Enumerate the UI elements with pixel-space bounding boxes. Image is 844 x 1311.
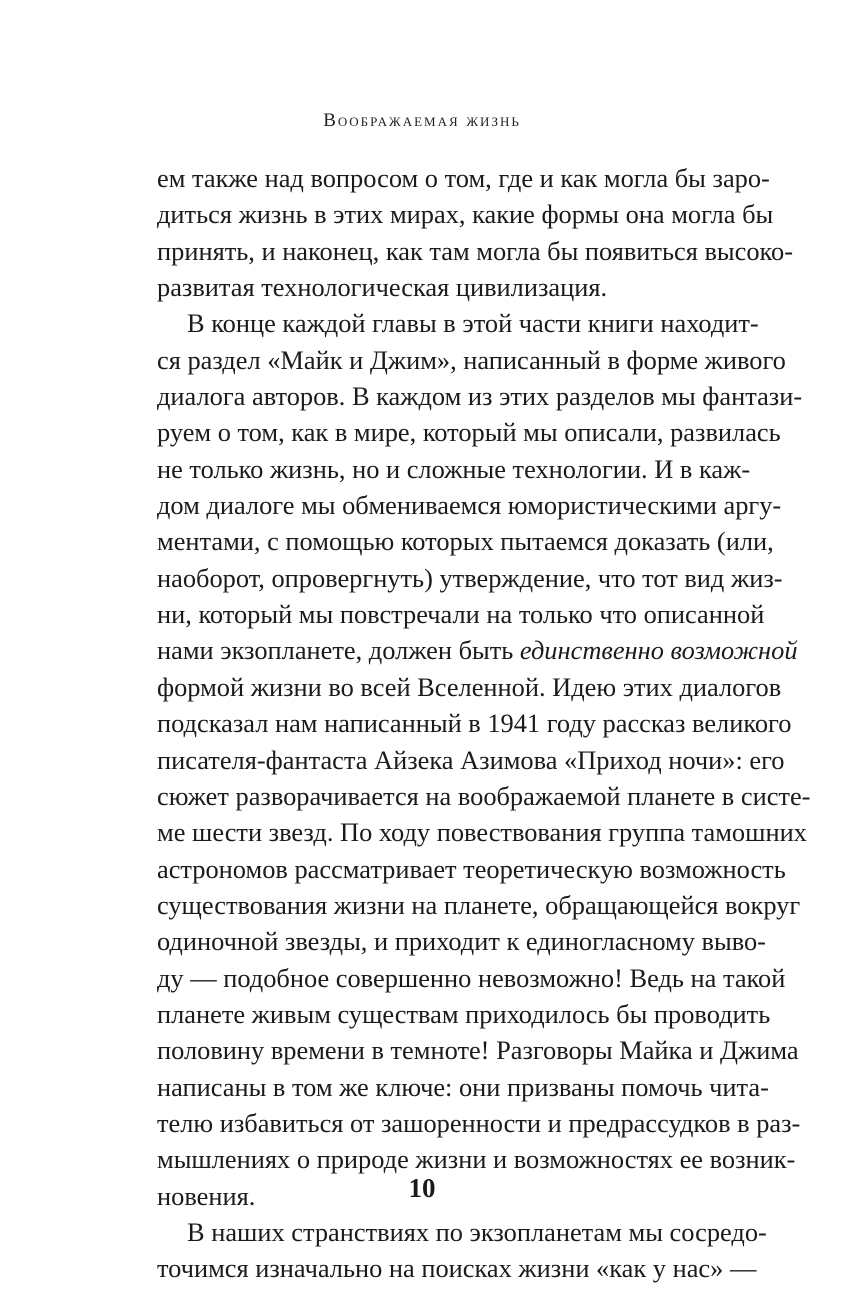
text-line: астрономов рассматривает теоретическую возможность xyxy=(157,853,786,884)
text-line-with-emphasis xyxy=(157,632,798,668)
text-line: ем также над вопросом о том, где и как могла бы заро- xyxy=(157,163,770,193)
text-line: руем о том, как в мире, который мы описали, развилась xyxy=(157,417,781,448)
text-line: половину времени в темноте! Разговоры Майка и Джима xyxy=(157,1035,799,1066)
text-line: дом диалоге мы обмениваемся юмористическими аргу- xyxy=(157,490,782,521)
text-line: В конце каждой главы в этой части книги находит- xyxy=(187,308,759,339)
text-line: ду — подобное совершенно невозможно! Ведь на такой xyxy=(157,962,786,993)
text-line: ся раздел «Майк и Джим», написанный в форме живого xyxy=(157,344,786,375)
text-line: ментами, с помощью которых пытаемся доказать (или, xyxy=(157,526,774,557)
text-segment: нами экзопланете, должен быть xyxy=(157,635,520,666)
text-line: развитая технологическая цивилизация. xyxy=(157,272,608,303)
text-line: планете живым существам приходилось бы проводить xyxy=(157,998,771,1029)
text-line: существования жизни на планете, обращающейся вокруг xyxy=(157,889,801,920)
text-line: подсказал нам написанный в 1941 году рассказ великого xyxy=(157,708,792,739)
text-line: диалога авторов. В каждом из этих разделов мы фантази- xyxy=(157,381,803,412)
text-line: принять, и наконец, как там могла бы появиться высоко- xyxy=(157,235,794,266)
text-line: мышлениях о природе жизни и возможностях ее возник- xyxy=(157,1144,796,1175)
text-line: писателя-фантаста Айзека Азимова «Приход ночи»: его xyxy=(157,744,785,775)
text-line: телю избавиться от зашоренности и предрассудков в раз- xyxy=(157,1107,801,1138)
text-line: написаны в том же ключе: они призваны помочь чита- xyxy=(157,1071,769,1102)
text-line: ме шести звезд. По ходу повествования группа тамошних xyxy=(157,817,807,848)
text-line: сюжет разворачивается на воображаемой планете в систе- xyxy=(157,780,811,811)
page-number: 10 xyxy=(408,1173,436,1203)
text-line: В наших странствиях по экзопланетам мы сосредо- xyxy=(187,1216,767,1247)
text-line: не только жизнь, но и сложные технологии. И в каж- xyxy=(157,453,751,484)
text-line: одиночной звезды, и приходит к единогласному выво- xyxy=(157,926,766,957)
body-text xyxy=(157,160,811,1287)
text-line: точимся изначально на поисках жизни «как у нас» — xyxy=(157,1253,757,1284)
text-line: наоборот, опровергнуть) утверждение, что тот вид жиз- xyxy=(157,562,783,593)
text-line: новения. xyxy=(157,1180,256,1211)
text-line: ни, который мы повстречали на только что описанной xyxy=(157,599,765,630)
text-line: формой жизни во всей Вселенной. Идею этих диалогов xyxy=(157,671,782,702)
text-line: диться жизнь в этих мирах, какие формы она могла бы xyxy=(157,199,774,230)
emphasized-text: единственно возможной xyxy=(519,635,798,666)
running-head: Воображаемая жизнь xyxy=(323,110,521,131)
